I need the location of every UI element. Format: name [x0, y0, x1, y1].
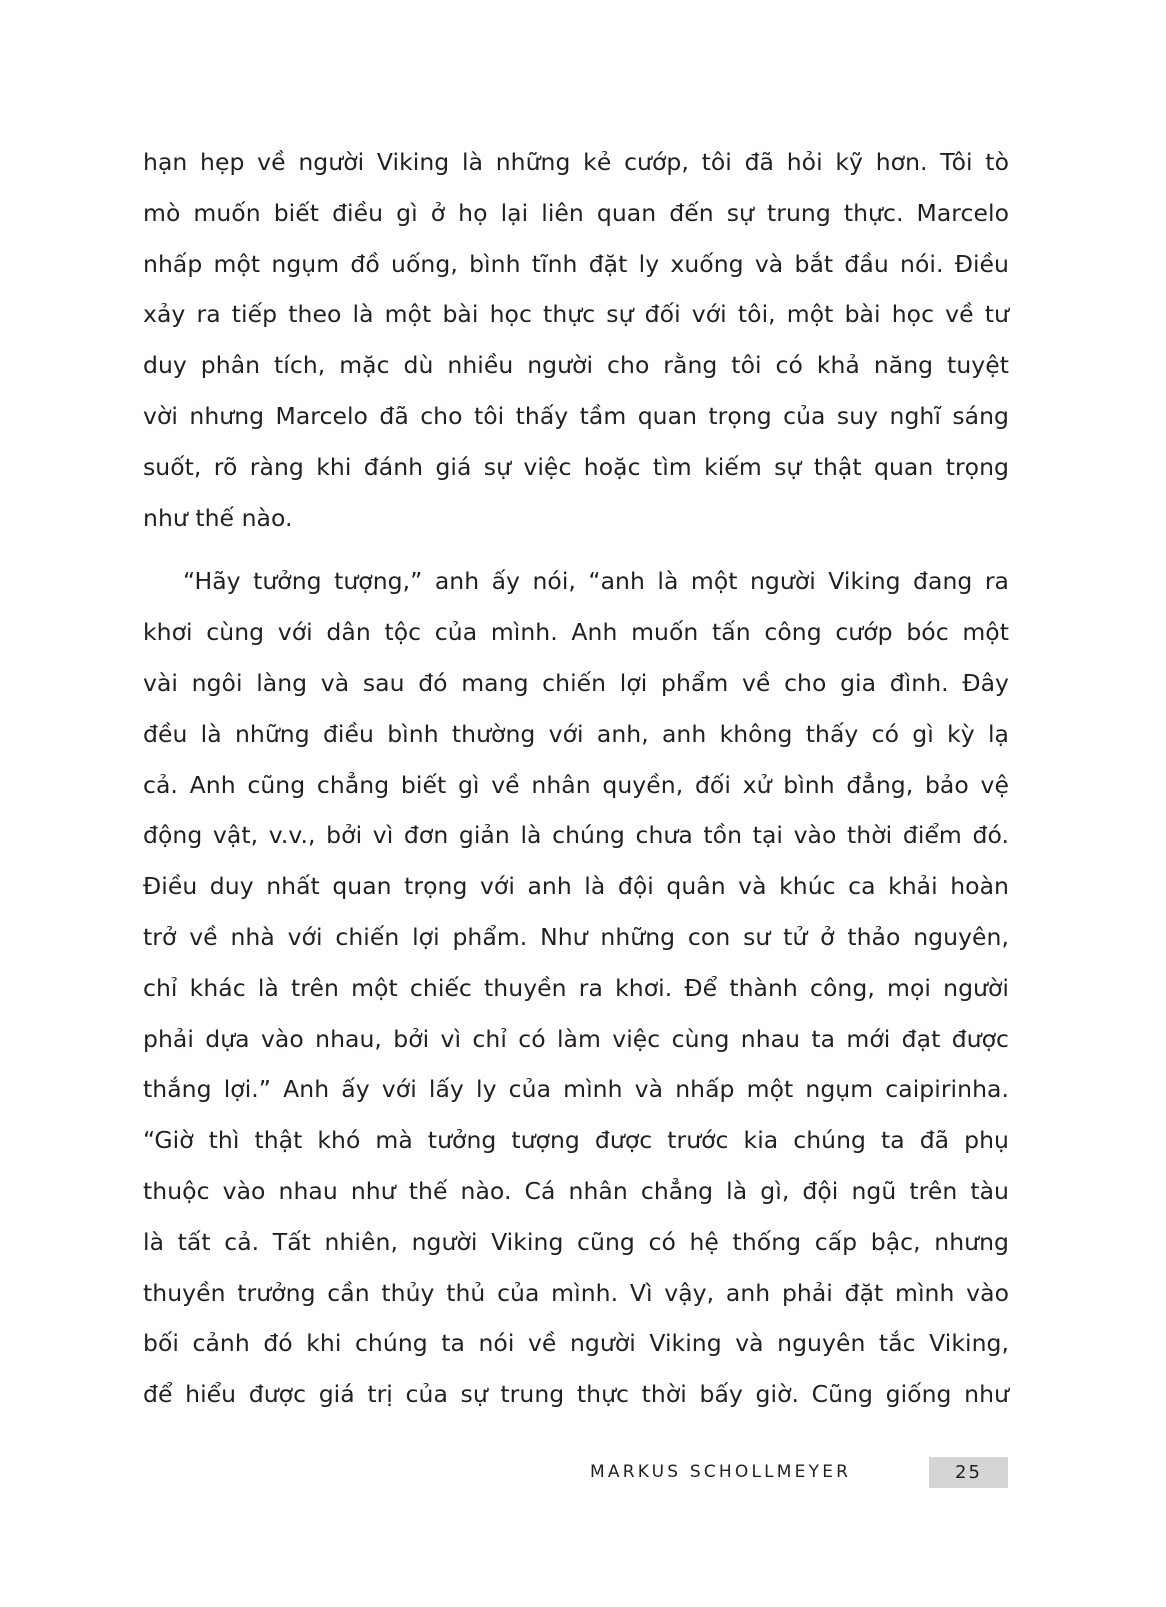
text-line: thắng lợi.” Anh ấy với lấy ly của mình và nhấp một ngụm caipirinha.: [143, 1075, 1009, 1104]
text-line: như thế nào.: [143, 503, 293, 532]
text-line: để hiểu được giá trị của sự trung thực thời bấy giờ. Cũng giống như: [143, 1380, 1009, 1409]
text-line: nhấp một ngụm đồ uống, bình tĩnh đặt ly xuống và bắt đầu nói. Điều: [143, 249, 1009, 278]
text-line: khơi cùng với dân tộc của mình. Anh muốn tấn công cướp bóc một: [143, 618, 1009, 647]
text-line: động vật, v.v., bởi vì đơn giản là chúng chưa tồn tại vào thời điểm đó.: [143, 821, 1009, 850]
running-footer-author: MARKUS SCHOLLMEYER: [590, 1462, 852, 1482]
text-line: phải dựa vào nhau, bởi vì chỉ có làm việc cùng nhau ta mới đạt được: [143, 1024, 1009, 1053]
text-line: hạn hẹp về người Viking là những kẻ cướp, tôi đã hỏi kỹ hơn. Tôi tò: [143, 148, 1009, 176]
text-line: mò muốn biết điều gì ở họ lại liên quan đến sự trung thực. Marcelo: [143, 198, 1009, 227]
text-line: suốt, rõ ràng khi đánh giá sự việc hoặc tìm kiếm sự thật quan trọng: [143, 452, 1009, 481]
text-line: cả. Anh cũng chẳng biết gì về nhân quyền, đối xử bình đẳng, bảo vệ: [143, 770, 1009, 799]
text-line: thuộc vào nhau như thế nào. Cá nhân chẳng là gì, đội ngũ trên tàu: [143, 1176, 1009, 1205]
page-footer: [0, 1457, 1166, 1488]
text-line: chỉ khác là trên một chiếc thuyền ra khơi. Để thành công, mọi người: [143, 973, 1009, 1002]
text-line: Điều duy nhất quan trọng với anh là đội quân và khúc ca khải hoàn: [143, 872, 1009, 901]
text-line: “Hãy tưởng tượng,” anh ấy nói, “anh là một người Viking đang ra: [183, 567, 1009, 596]
text-line: bối cảnh đó khi chúng ta nói về người Viking và nguyên tắc Viking,: [143, 1329, 1009, 1358]
text-line: thuyền trưởng cần thủy thủ của mình. Vì vậy, anh phải đặt mình vào: [143, 1278, 1009, 1307]
text-line: xảy ra tiếp theo là một bài học thực sự đối với tôi, một bài học về tư: [143, 300, 1009, 329]
text-line: là tất cả. Tất nhiên, người Viking cũng có hệ thống cấp bậc, nhưng: [143, 1227, 1009, 1256]
text-line: “Giờ thì thật khó mà tưởng tượng được trước kia chúng ta đã phụ: [143, 1126, 1009, 1155]
text-line: vài ngôi làng và sau đó mang chiến lợi phẩm về cho gia đình. Đây: [143, 668, 1009, 697]
text-line: duy phân tích, mặc dù nhiều người cho rằng tôi có khả năng tuyệt: [143, 351, 1009, 380]
text-line: trở về nhà với chiến lợi phẩm. Như những con sư tử ở thảo nguyên,: [143, 922, 1009, 951]
page-number: 25: [929, 1457, 1008, 1488]
paragraph-2: [143, 556, 1009, 1420]
paragraph-1: [143, 137, 1009, 543]
text-line: vời nhưng Marcelo đã cho tôi thấy tầm quan trọng của suy nghĩ sáng: [143, 401, 1009, 430]
text-line: đều là những điều bình thường với anh, anh không thấy có gì kỳ lạ: [143, 719, 1009, 748]
body-text: [143, 137, 1009, 1420]
